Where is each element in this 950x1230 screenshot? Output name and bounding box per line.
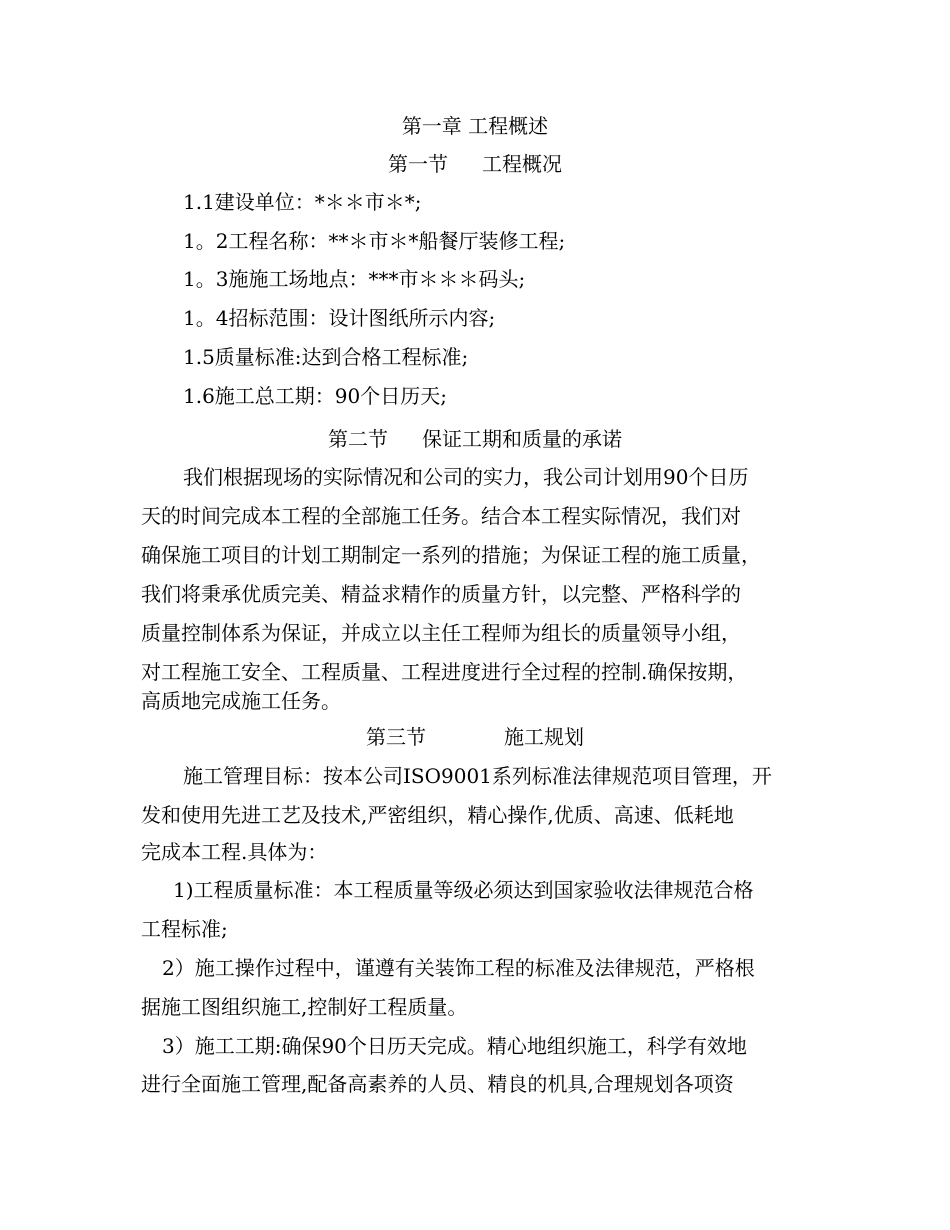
section1-item: 1.1建设单位：*＊＊市＊*; [183, 190, 422, 214]
section1-name: 工程概况 [482, 152, 562, 176]
list-item-line: 进行全面施工管理,配备高素养的人员、精良的机具,合理规划各项资 [141, 1072, 734, 1096]
section3-number: 第三节 [366, 725, 426, 749]
list-item-line: 工程标准; [141, 917, 228, 941]
section1-item: 1。3施施工场地点：***市＊＊＊码头; [183, 267, 526, 291]
paragraph-line: 我们将秉承优质完美、精益求精作的质量方针，以完整、严格科学的 [141, 582, 741, 606]
paragraph-line: 质量控制体系为保证，并成立以主任工程师为组长的质量领导小组， [141, 621, 741, 645]
section1-heading [0, 145, 950, 183]
paragraph-line: 施工管理目标：按本公司ISO9001系列标准法律规范项目管理，开 [183, 764, 772, 788]
section1-item: 1。2工程名称：**＊市＊*船餐厅装修工程; [183, 229, 566, 253]
paragraph-line: 发和使用先进工艺及技术,严密组织，精心操作,优质、高速、低耗地 [141, 803, 734, 827]
section2-number: 第二节 [328, 427, 388, 451]
chapter-title: 第一章 工程概述 [401, 114, 549, 138]
section2-heading [0, 420, 950, 458]
section2-name: 保证工期和质量的承诺 [422, 427, 622, 451]
section3-heading [0, 718, 950, 756]
section1-item: 1。4招标范围：设计图纸所示内容; [183, 306, 496, 330]
section1-number: 第一节 [388, 152, 448, 176]
section1-item: 1.6施工总工期：90个日历天; [183, 384, 447, 408]
list-item-line: 2）施工操作过程中，谨遵有关装饰工程的标准及法律规范，严格根 [162, 956, 755, 980]
paragraph-line: 高质地完成施工任务。 [141, 689, 341, 713]
list-item-line: 1)工程质量标准：本工程质量等级必须达到国家验收法律规范合格 [173, 878, 754, 902]
paragraph-line: 完成本工程.具体为： [141, 840, 328, 864]
section1-item: 1.5质量标准:达到合格工程标准; [183, 345, 469, 369]
paragraph-line: 确保施工项目的计划工期制定一系列的措施；为保证工程的施工质量， [141, 543, 761, 567]
list-item-line: 3）施工工期:确保90个日历天完成。精心地组织施工，科学有效地 [162, 1034, 747, 1058]
paragraph-line: 天的时间完成本工程的全部施工任务。结合本工程实际情况，我们对 [141, 504, 741, 528]
section3-name: 施工规划 [504, 725, 584, 749]
paragraph-line: 我们根据现场的实际情况和公司的实力，我公司计划用90个日历 [183, 465, 749, 489]
list-item-line: 据施工图组织施工,控制好工程质量。 [141, 995, 468, 1019]
paragraph-line: 对工程施工安全、工程质量、工程进度进行全过程的控制.确保按期， [141, 660, 748, 684]
